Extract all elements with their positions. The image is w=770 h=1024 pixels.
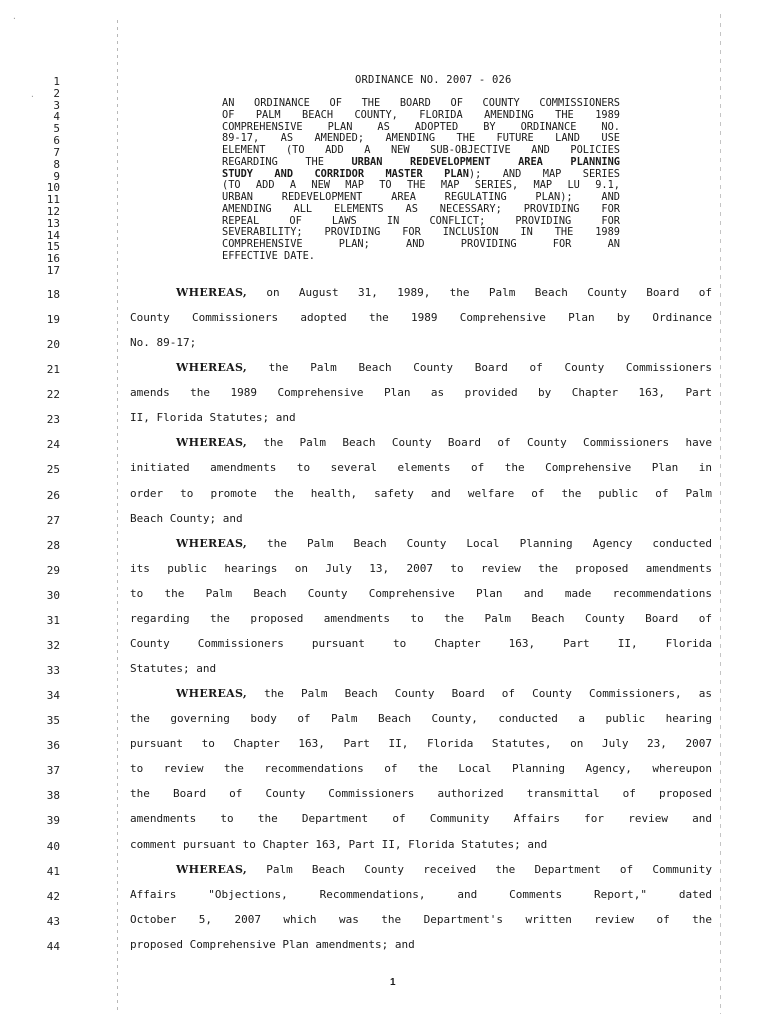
line-number: 36	[46, 739, 60, 753]
body-line	[130, 488, 712, 500]
line-number: 37	[46, 764, 60, 778]
body-line	[130, 563, 712, 575]
body-text: the Palm Beach County Local Planning Agency conducted	[246, 536, 712, 550]
body-line	[130, 588, 712, 600]
body-line	[130, 663, 712, 675]
body-line	[176, 864, 712, 876]
body-line	[130, 813, 712, 825]
line-number: 13	[46, 216, 60, 230]
whereas-keyword: WHEREAS,	[176, 361, 247, 375]
body-line	[130, 462, 712, 474]
body-text: Affairs "Objections, Recommendations, and Comments Report," dated	[130, 887, 712, 901]
line-number: 42	[46, 889, 60, 903]
body-line	[130, 839, 712, 851]
page-number: 1	[390, 977, 396, 988]
scan-speck: ·	[12, 14, 17, 23]
line-number: 33	[46, 664, 60, 678]
body-text: to review the recommendations of the Local Planning Agency, whereupon	[130, 762, 712, 776]
body-text: regarding the proposed amendments to the Palm Beach County Board of	[130, 611, 712, 625]
body-line	[176, 362, 712, 374]
line-number: 17	[46, 264, 60, 278]
line-number: 21	[46, 363, 60, 377]
body-text: amends the 1989 Comprehensive Plan as provided by Chapter 163, Part	[130, 386, 712, 400]
body-line	[130, 337, 712, 349]
ordinance-title: ORDINANCE NO. 2007 - 026	[355, 74, 512, 86]
body-text: II, Florida Statutes; and	[130, 411, 296, 425]
body-line	[130, 638, 712, 650]
body-text: County Commissioners adopted the 1989 Comprehensive Plan by Ordinance	[130, 311, 712, 325]
caption-text: URBAN REDEVELOPMENT AREA REGULATING PLAN); AND	[222, 191, 620, 203]
line-number: 16	[46, 252, 60, 266]
body-text: the Board of County Commissioners authorized transmittal of proposed	[130, 787, 712, 801]
body-text: pursuant to Chapter 163, Part II, Florida Statutes, on July 23, 2007	[130, 737, 712, 751]
line-number: 24	[46, 438, 60, 452]
caption-text: (TO ADD A NEW MAP TO THE MAP SERIES, MAP LU 9.1,	[222, 179, 620, 192]
body-text: its public hearings on July 13, 2007 to review the proposed amendments	[130, 561, 712, 575]
line-number: 10	[46, 181, 60, 195]
line-number: 34	[46, 689, 60, 703]
body-text: No. 89-17;	[130, 336, 197, 350]
body-line	[176, 538, 712, 550]
line-number: 9	[53, 169, 60, 183]
scan-speck: ·	[30, 92, 35, 101]
line-number: 26	[46, 488, 60, 502]
body-line	[130, 387, 712, 399]
line-number: 35	[46, 714, 60, 728]
whereas-keyword: WHEREAS,	[176, 687, 247, 701]
line-number: 6	[53, 134, 60, 148]
body-text: the Palm Beach County Board of County Commissioners, as	[246, 687, 712, 701]
body-line	[130, 788, 712, 800]
line-number: 25	[46, 463, 60, 477]
body-line	[176, 437, 712, 449]
body-text: October 5, 2007 which was the Department's written review of the	[130, 912, 712, 926]
line-number: 27	[46, 513, 60, 527]
body-line	[130, 312, 712, 324]
line-number: 44	[46, 939, 60, 953]
caption-text: ELEMENT (TO ADD A NEW SUB-OBJECTIVE AND POLICIES	[222, 144, 620, 156]
body-text: the governing body of Palm Beach County, conducted a public hearing	[130, 712, 712, 726]
body-line	[130, 713, 712, 725]
line-number: 22	[46, 388, 60, 402]
body-text: Statutes; and	[130, 662, 217, 676]
body-line	[130, 412, 712, 424]
line-number: 30	[46, 588, 60, 602]
body-text: County Commissioners pursuant to Chapter 163, Part II, Florida	[130, 636, 712, 650]
line-number: 11	[46, 193, 60, 207]
body-line	[130, 613, 712, 625]
caption-emphasis: URBAN REDEVELOPMENT AREA PLANNING	[351, 155, 621, 168]
line-number: 3	[53, 98, 60, 112]
whereas-keyword: WHEREAS,	[176, 862, 247, 876]
line-number: 31	[46, 613, 60, 627]
body-line	[130, 738, 712, 750]
caption-text: OF PALM BEACH COUNTY, FLORIDA AMENDING THE 1989	[222, 108, 620, 121]
line-number: 14	[46, 228, 60, 242]
caption-text: AN ORDINANCE OF THE BOARD OF COUNTY COMMISSIONERS	[222, 97, 620, 109]
caption-text: ); AND MAP SERIES	[468, 167, 620, 180]
whereas-keyword: WHEREAS,	[176, 286, 247, 299]
body-text: the Palm Beach County Board of County Commissioners	[246, 361, 712, 375]
body-text: proposed Comprehensive Plan amendments; and	[130, 937, 415, 951]
line-number: 12	[46, 205, 60, 219]
body-text: Beach County; and	[130, 511, 243, 525]
line-number: 32	[46, 638, 60, 652]
line-number: 4	[53, 110, 60, 124]
body-text: to the Palm Beach County Comprehensive Plan and made recommendations	[130, 586, 712, 600]
line-number: 43	[46, 914, 60, 928]
right-margin-rule	[720, 14, 721, 1014]
line-number: 15	[46, 240, 60, 254]
line-number: 7	[53, 145, 60, 159]
line-number: 5	[53, 122, 60, 136]
line-number: 39	[46, 814, 60, 828]
body-line	[176, 688, 712, 700]
whereas-keyword: WHEREAS,	[176, 536, 247, 550]
caption-text: AMENDING ALL ELEMENTS AS NECESSARY; PROVIDING FOR	[222, 202, 620, 215]
caption-text: EFFECTIVE DATE.	[222, 249, 315, 262]
body-text: amendments to the Department of Community Affairs for review and	[130, 812, 712, 826]
left-margin-rule	[117, 20, 118, 1010]
caption-emphasis: STUDY AND CORRIDOR MASTER PLAN	[222, 167, 469, 180]
line-number: 28	[46, 538, 60, 552]
line-number: 29	[46, 563, 60, 577]
body-text: order to promote the health, safety and welfare of the public of Palm	[130, 486, 712, 500]
caption-text: SEVERABILITY; PROVIDING FOR INCLUSION IN THE 1989	[222, 226, 620, 239]
line-number: 8	[53, 157, 60, 171]
caption-line	[222, 251, 620, 263]
caption-text: 89-17, AS AMENDED; AMENDING THE FUTURE LAND USE	[222, 132, 620, 145]
line-number: 1	[53, 75, 60, 88]
body-line	[130, 513, 712, 525]
caption-text: COMPREHENSIVE PLAN; AND PROVIDING FOR AN	[222, 238, 620, 250]
body-text: Palm Beach County received the Department of Community	[246, 862, 712, 876]
caption-text: REGARDING THE	[222, 155, 352, 168]
body-text: on August 31, 1989, the Palm Beach County Board of	[246, 286, 712, 299]
body-line	[176, 287, 712, 299]
line-number: 40	[46, 839, 60, 853]
body-line	[130, 914, 712, 926]
line-number: 41	[46, 864, 60, 878]
line-number: 2	[53, 86, 60, 100]
line-number: 19	[46, 313, 60, 327]
caption-text: COMPREHENSIVE PLAN AS ADOPTED BY ORDINANCE NO.	[222, 120, 620, 133]
line-number: 23	[46, 413, 60, 427]
caption-text: REPEAL OF LAWS IN CONFLICT; PROVIDING FOR	[222, 214, 620, 227]
body-line	[130, 763, 712, 775]
line-number: 18	[46, 288, 60, 301]
body-text: initiated amendments to several elements of the Comprehensive Plan in	[130, 461, 712, 475]
body-text: comment pursuant to Chapter 163, Part II, Florida Statutes; and	[130, 837, 548, 851]
whereas-keyword: WHEREAS,	[176, 436, 247, 450]
line-number: 38	[46, 789, 60, 803]
body-line	[130, 939, 712, 951]
line-number: 20	[46, 338, 60, 352]
body-line	[130, 889, 712, 901]
body-text: the Palm Beach County Board of County Commissioners have	[246, 436, 712, 450]
ordinance-caption	[222, 98, 620, 263]
